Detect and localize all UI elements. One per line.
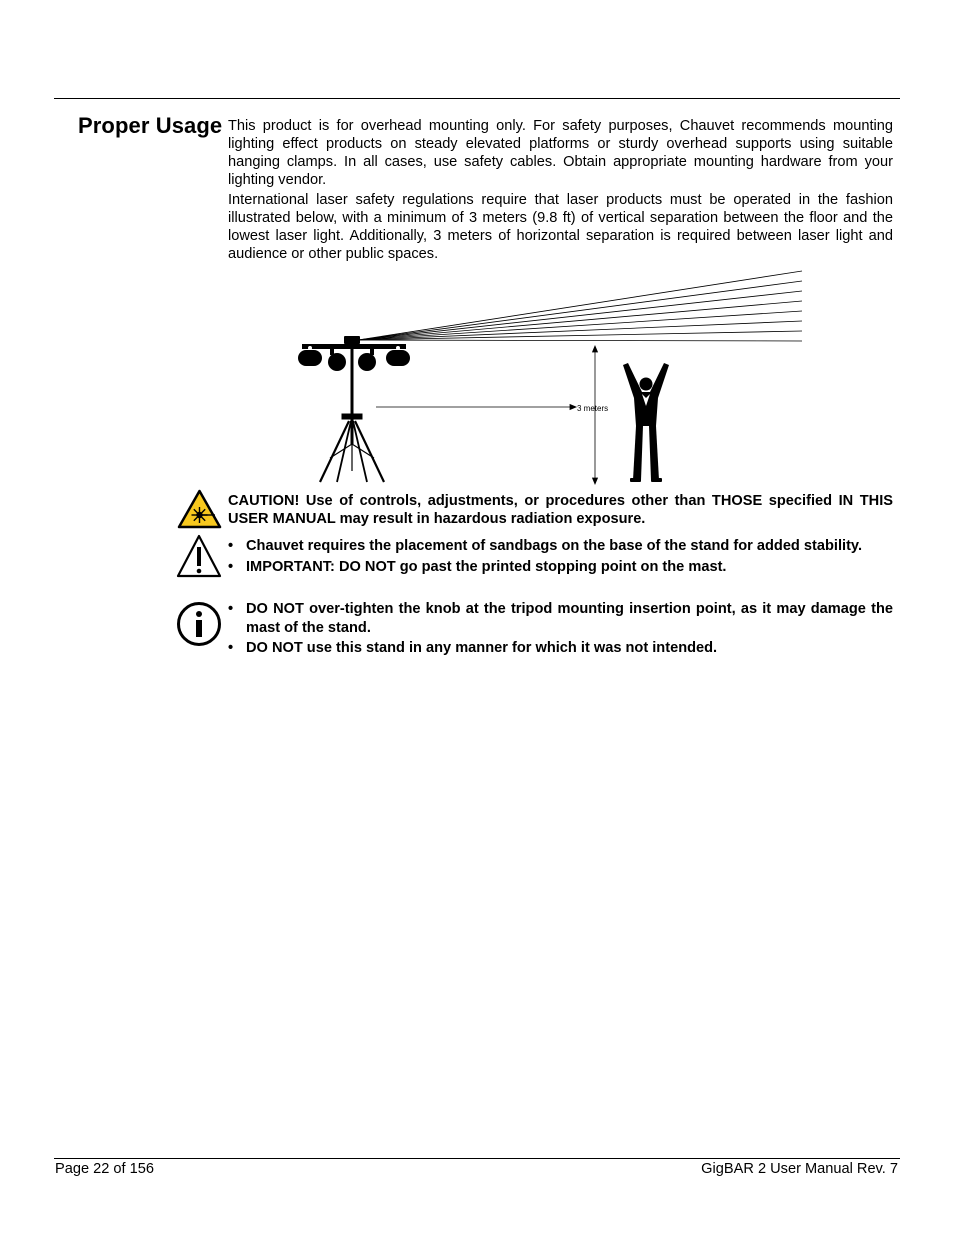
document-title: GigBAR 2 User Manual Rev. 7 <box>701 1161 898 1177</box>
person-silhouette <box>623 363 669 482</box>
list-item-text: IMPORTANT: DO NOT go past the printed stopping point on the mast. <box>246 558 727 575</box>
distance-label: 3 meters <box>577 404 609 413</box>
info-icon <box>176 601 222 647</box>
laser-regulation-paragraph: International laser safety regulations require that laser products must be operated in the fashion illustrated below, with a minimum of 3 meters (9.8 ft) of vertical separation between the floor and the lowest laser light. Additionally, 3 meters of horizontal separation is required between laser light and audience or other public spaces. <box>228 192 893 262</box>
list-item-text: Chauvet requires the placement of sandbags on the base of the stand for added stability. <box>246 538 863 554</box>
vertical-distance-arrow <box>593 346 598 484</box>
horizontal-distance-arrow <box>376 405 576 410</box>
list-item <box>228 600 893 637</box>
light-bar-fixture <box>298 336 410 371</box>
laser-warning-icon <box>177 489 222 529</box>
list-item <box>228 639 893 658</box>
bullet-glyph: • <box>228 558 234 575</box>
section-title: Proper Usage <box>78 113 223 138</box>
list-item <box>228 558 893 577</box>
warning-bullet-list <box>228 537 893 578</box>
bullet-glyph: • <box>228 601 234 617</box>
info-bullet-list <box>228 600 893 660</box>
footer-rule <box>54 1158 900 1159</box>
laser-beams <box>358 271 802 341</box>
list-item-text: DO NOT over-tighten the knob at the tripod mounting insertion point, as it may damage the mast of the stand. <box>246 601 893 636</box>
bullet-glyph: • <box>228 538 234 554</box>
exclamation-warning-icon <box>176 533 222 579</box>
header-rule <box>54 98 900 99</box>
tripod-stand <box>320 349 384 482</box>
intro-paragraph: This product is for overhead mounting only. For safety purposes, Chauvet recommends mounting lighting effect products on steady elevated platforms or sturdy overhead supports using suitable hanging clamps. In all cases, use safety cables. Obtain appropriate mounting hardware from your lighting vendor. <box>228 118 893 188</box>
list-item-text: DO NOT use this stand in any manner for which it was not intended. <box>246 640 718 656</box>
page-number: Page 22 of 156 <box>55 1161 154 1177</box>
caution-statement: CAUTION! Use of controls, adjustments, or procedures other than THOSE specified IN THIS USER MANUAL may result in hazardous radiation exposure. <box>228 493 893 527</box>
bullet-glyph: • <box>228 640 234 656</box>
laser-separation-illustration <box>290 266 810 488</box>
list-item <box>228 537 893 556</box>
